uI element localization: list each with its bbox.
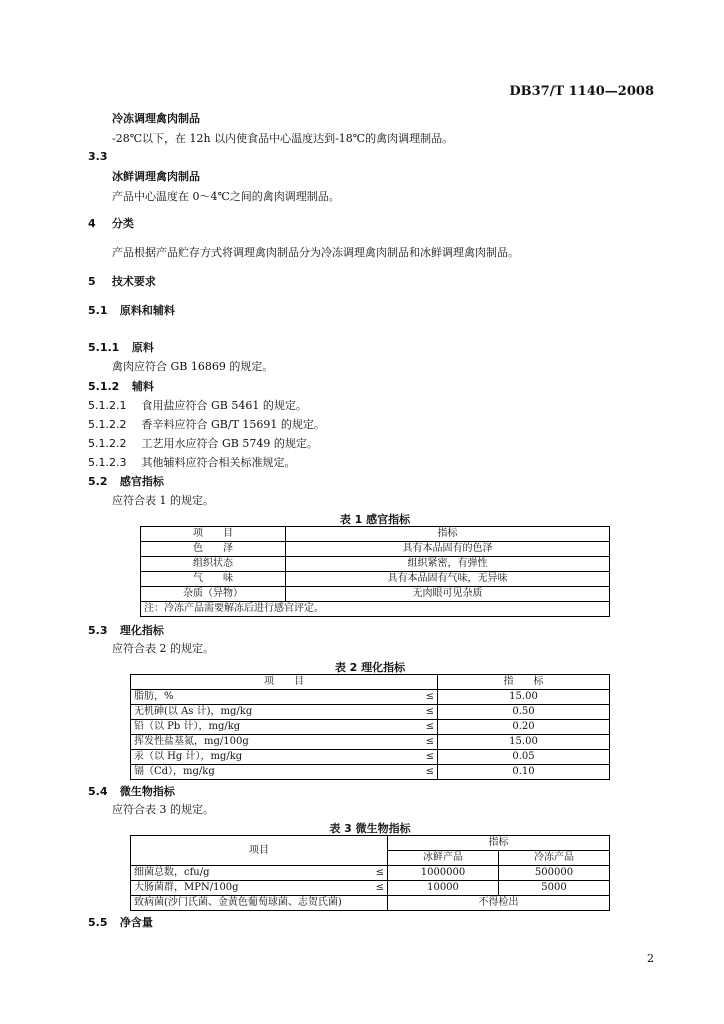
table-cell: 脂肪，% bbox=[131, 690, 412, 705]
table-cell: ≤ bbox=[411, 765, 438, 780]
table-cell: 汞（以 Hg 计），mg/kg bbox=[131, 750, 412, 765]
table-cell: 10000 bbox=[388, 881, 499, 896]
table-cell: 色 泽 bbox=[141, 542, 286, 557]
table-cell: ≤ bbox=[361, 881, 388, 896]
section-4-text: 产品根据产品贮存方式将调理禽肉制品分为冷冻调理禽肉制品和冰鲜调理禽肉制品。 bbox=[112, 246, 519, 259]
clause-5-1-2-3: 5.1.2.3 其他辅料应符合相关标准规定。 bbox=[88, 456, 296, 469]
term-chilled-definition: 产品中心温度在 0～4℃之间的禽肉调理制品。 bbox=[112, 190, 340, 203]
table-cell: 气 味 bbox=[141, 572, 286, 587]
section-5-2-heading: 5.2 感官指标 bbox=[88, 475, 164, 488]
table-row bbox=[131, 750, 610, 765]
section-5-4-text: 应符合表 3 的规定。 bbox=[112, 803, 214, 816]
table-row bbox=[141, 572, 610, 587]
table-cell: ≤ bbox=[361, 866, 388, 881]
table-note-row bbox=[141, 602, 610, 617]
table-row bbox=[141, 587, 610, 602]
table-cell: 具有本品固有的色泽 bbox=[286, 542, 610, 557]
table-cell: ≤ bbox=[411, 750, 438, 765]
clause-5-1-2-1: 5.1.2.1 食用盐应符合 GB 5461 的规定。 bbox=[88, 399, 307, 412]
table-row bbox=[131, 705, 610, 720]
section-5-1-1-text: 禽肉应符合 GB 16869 的规定。 bbox=[112, 360, 274, 373]
clause-5-1-2-2-b: 5.1.2.2 工艺用水应符合 GB 5749 的规定。 bbox=[88, 437, 318, 450]
table-header-cell: 项目 bbox=[131, 836, 388, 866]
table-cell: 不得检出 bbox=[388, 896, 610, 911]
table-cell: 具有本品固有气味，无异味 bbox=[286, 572, 610, 587]
table-cell: 0.05 bbox=[438, 750, 610, 765]
section-5-1-2-heading: 5.1.2 辅料 bbox=[88, 380, 154, 393]
table-cell: ≤ bbox=[411, 690, 438, 705]
table-cell: 组织紧密，有弹性 bbox=[286, 557, 610, 572]
table-row bbox=[131, 690, 610, 705]
section-4-heading: 4 分类 bbox=[88, 217, 134, 230]
section-5-2-text: 应符合表 1 的规定。 bbox=[112, 494, 214, 507]
table-header-cell: 指 标 bbox=[438, 675, 610, 690]
table2-caption: 表 2 理化指标 bbox=[334, 661, 406, 674]
table-cell: 杂质（异物） bbox=[141, 587, 286, 602]
table-cell: 无肉眼可见杂质 bbox=[286, 587, 610, 602]
table-row bbox=[131, 720, 610, 735]
table-header-row bbox=[141, 527, 610, 542]
section-5-5-heading: 5.5 净含量 bbox=[88, 916, 153, 929]
document-code: DB37/T 1140—2008 bbox=[509, 84, 654, 99]
term-frozen-title: 冷冻调理禽肉制品 bbox=[112, 112, 200, 125]
table-row bbox=[131, 735, 610, 750]
term-chilled-title: 冰鲜调理禽肉制品 bbox=[112, 170, 200, 183]
page-number: 2 bbox=[647, 952, 654, 965]
table-cell: 15.00 bbox=[438, 690, 610, 705]
table-cell: 1000000 bbox=[388, 866, 499, 881]
section-5-1-heading: 5.1 原料和辅料 bbox=[88, 304, 175, 317]
section-5-4-heading: 5.4 微生物指标 bbox=[88, 785, 175, 798]
table3-caption: 表 3 微生物指标 bbox=[329, 822, 411, 835]
table-cell: 500000 bbox=[499, 866, 610, 881]
table-row bbox=[131, 896, 610, 911]
table1-sensory bbox=[140, 526, 610, 617]
table2-physicochemical bbox=[130, 674, 610, 780]
section-5-heading: 5 技术要求 bbox=[88, 275, 156, 288]
table1-caption: 表 1 感官指标 bbox=[339, 513, 411, 526]
table-cell: ≤ bbox=[411, 705, 438, 720]
clause-5-1-2-2-a: 5.1.2.2 香辛料应符合 GB/T 15691 的规定。 bbox=[88, 418, 325, 431]
section-5-1-1-heading: 5.1.1 原料 bbox=[88, 341, 154, 354]
table-cell: 组织状态 bbox=[141, 557, 286, 572]
table-row bbox=[131, 765, 610, 780]
table3-microbiological bbox=[130, 835, 610, 911]
table-cell: 0.10 bbox=[438, 765, 610, 780]
table-cell: 0.50 bbox=[438, 705, 610, 720]
table-cell: 致病菌(沙门氏菌、金黄色葡萄球菌、志贺氏菌) bbox=[131, 896, 388, 911]
table-header-cell: 指标 bbox=[388, 836, 610, 851]
table-row bbox=[131, 881, 610, 896]
table-header-cell: 项 目 bbox=[141, 527, 286, 542]
term-frozen-definition: -28℃以下，在 12h 以内使食品中心温度达到-18℃的禽肉调理制品。 bbox=[112, 132, 454, 145]
table-header-cell: 冷冻产品 bbox=[499, 851, 610, 866]
table-cell: 5000 bbox=[499, 881, 610, 896]
table-header-row bbox=[131, 836, 610, 851]
table-cell: 细菌总数，cfu/g bbox=[131, 866, 362, 881]
table-header-cell: 指标 bbox=[286, 527, 610, 542]
section-5-3-heading: 5.3 理化指标 bbox=[88, 624, 164, 637]
table-cell: 挥发性盐基氮，mg/100g bbox=[131, 735, 412, 750]
table-row bbox=[141, 542, 610, 557]
table-cell: 15.00 bbox=[438, 735, 610, 750]
table-cell: 大肠菌群，MPN/100g bbox=[131, 881, 362, 896]
table-cell: ≤ bbox=[411, 735, 438, 750]
table-header-cell: 项 目 bbox=[131, 675, 438, 690]
table-header-row bbox=[131, 675, 610, 690]
section-5-3-text: 应符合表 2 的规定。 bbox=[112, 642, 214, 655]
table-row bbox=[141, 557, 610, 572]
table-cell: 0.20 bbox=[438, 720, 610, 735]
clause-3-3-number: 3.3 bbox=[88, 150, 108, 163]
table-cell: 无机砷(以 As 计)，mg/kg bbox=[131, 705, 412, 720]
table-row bbox=[131, 866, 610, 881]
table-note: 注：冷冻产品需要解冻后进行感官评定。 bbox=[141, 602, 610, 617]
table-cell: 镉（Cd），mg/kg bbox=[131, 765, 412, 780]
table-cell: 铅（以 Pb 计），mg/kg bbox=[131, 720, 412, 735]
table-header-cell: 冰鲜产品 bbox=[388, 851, 499, 866]
table-cell: ≤ bbox=[411, 720, 438, 735]
